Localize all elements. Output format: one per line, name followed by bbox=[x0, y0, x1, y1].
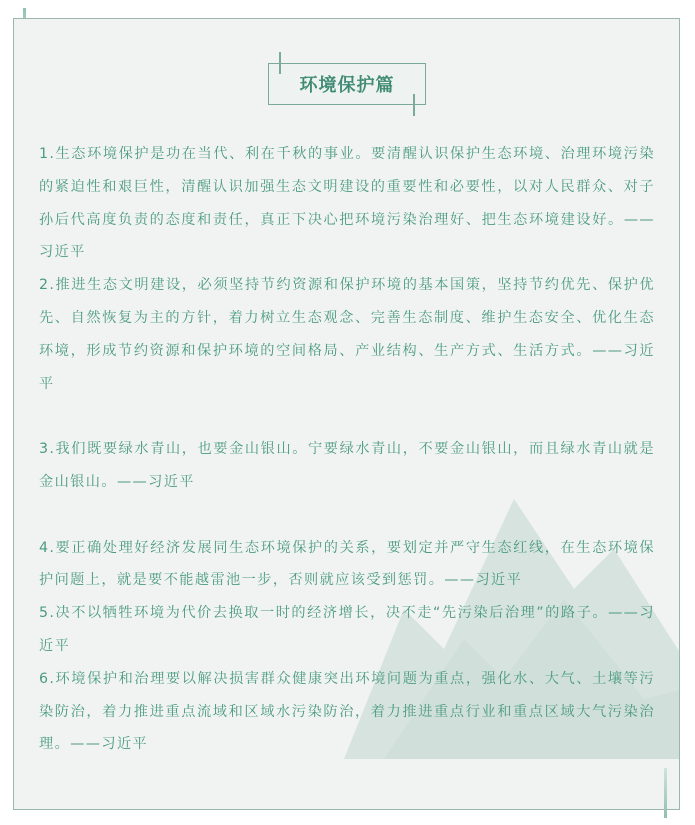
quote-1: 1.生态环境保护是功在当代、利在千秋的事业。要清醒认识保护生态环境、治理环境污染的紧迫性和艰巨性，清醒认识加强生态文明建设的重要性和必要性，以对人民群众、对子孙后代高度负责的态度和责任，真正下决心把环境污染治理好、把生态环境建设好。——习近平 bbox=[39, 146, 655, 261]
quote-3: 3.我们既要绿水青山，也要金山银山。宁要绿水青山，不要金山银山，而且绿水青山就是金山银山。——习近平 bbox=[39, 441, 655, 490]
spacer bbox=[39, 499, 655, 532]
quote-2: 2.推进生态文明建设，必须坚持节约资源和保护环境的基本国策，坚持节约优先、保护优先、自然恢复为主的方针，着力树立生态观念、完善生态制度、维护生态安全、优化生态环境，形成节约资源和保护环境的空间格局、产业结构、生产方式、生活方式。——习近平 bbox=[39, 277, 655, 392]
page-title: 环境保护篇 bbox=[299, 75, 395, 96]
quote-6: 6.环境保护和治理要以解决损害群众健康突出环境问题为重点，强化水、大气、土壤等污染防治，着力推进重点流域和区域水污染防治，着力推进重点行业和重点区域大气污染治理。——习近平 bbox=[39, 670, 655, 753]
title-tick-left bbox=[279, 52, 281, 74]
title-tick-right bbox=[413, 94, 415, 116]
quotes-list bbox=[39, 138, 655, 761]
decorative-bar-bottom-right bbox=[664, 768, 667, 818]
quote-5: 5.决不以牺牲环境为代价去换取一时的经济增长，决不走“先污染后治理”的路子。——习近平 bbox=[39, 605, 655, 654]
quote-4: 4.要正确处理好经济发展同生态环境保护的关系，要划定并严守生态红线，在生态环境保护问题上，就是要不能越雷池一步，否则就应该受到惩罚。——习近平 bbox=[39, 539, 655, 589]
spacer bbox=[39, 400, 655, 433]
title-box bbox=[268, 63, 426, 105]
